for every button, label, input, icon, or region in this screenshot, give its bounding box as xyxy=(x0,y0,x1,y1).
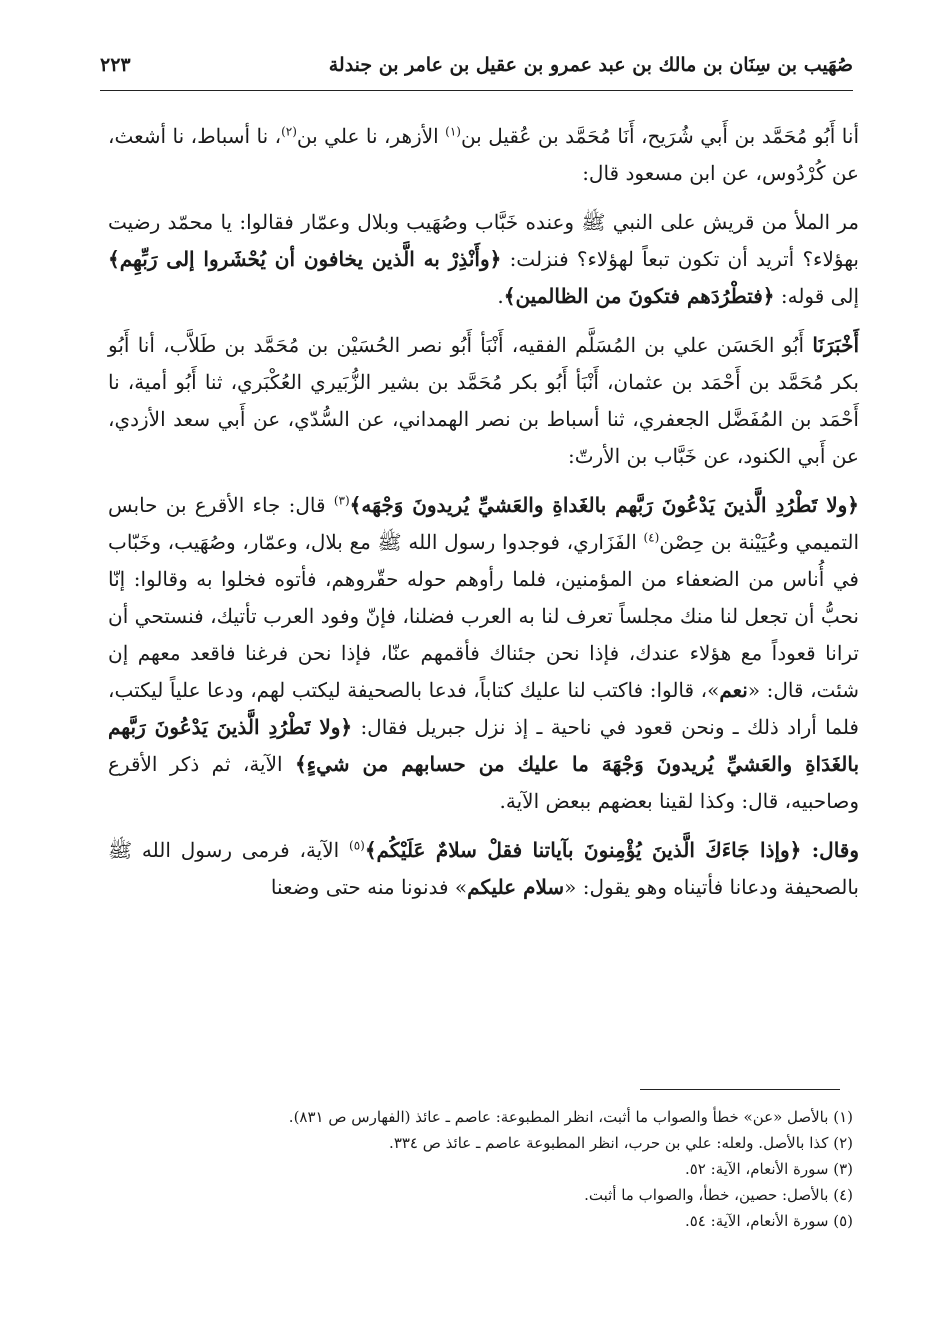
quoted-text: ﴿وأَنْذِرْ به الَّذين يخافون أن يُحْشَروا إلى رَبِّهِم﴾ xyxy=(108,247,502,271)
text-segment: أنا أَبُو مُحَمَّد بن أَبي شُرَيح، أَنَا مُحَمَّد بن عُقيل بن xyxy=(460,124,859,148)
footnote-number: (١) xyxy=(833,1108,853,1126)
footnote-text: سورة الأنعام، الآية: ٥٢. xyxy=(684,1160,829,1178)
footnote-item xyxy=(120,1182,853,1208)
footnote-item xyxy=(120,1130,853,1156)
text-segment: »، قالوا: فاكتب لنا عليك كتاباً، فدعا بالصحيفة ليكتب لهم، ودعا علياً ليكتب، فلما أراد ذلك ـ ونحن قعود في ناحية ـ إذ نزل جبريل فقال: xyxy=(108,678,859,739)
quoted-text: سلام عليكم xyxy=(467,875,565,899)
quoted-text: أَخْبَرَنَا xyxy=(812,333,859,357)
quoted-text: نعم xyxy=(719,678,748,702)
text-segment: الآية، فرمى رسول الله ﷺ بالصحيفة ودعانا فأتيناه وهو يقول: « xyxy=(108,838,859,899)
quoted-text: ﴿ولا تَطْرُدِ الَّذينَ يَدْعُونَ رَبَّهم بالغَدَاةِ والعَشيِّ يُريدونَ وَجْهَهَ ما عليك من حسابهم من شيءٍ﴾ xyxy=(108,715,860,776)
text-segment: أَبُو الحَسَن علي بن المُسَلَّم الفقيه، أَنْبَأ أَبُو نصر الحُسَيْن بن مُحَمَّد بن طَلاَّب، أنا أَبُو بكر مُحَمَّد بن أَحْمَد بن عثمان، أَنْبَأ أَبُو بكر مُحَمَّد بن بشير الزُّبَيري العُكْبَري، ثنا أَبُو أمية، نا أَحْمَد بن المُفَضَّل الجعفري، ثنا أسباط بن نصر الهمداني، عن السُّدّي، عن أَبي سعد الأزدي، عن أَبي الكنود، عن خَبَّاب بن الأرتّ: xyxy=(108,333,859,468)
footnote-text: بالأصل: حصين، خطأ، والصواب ما أثبت. xyxy=(584,1186,829,1204)
header-title: صُهَيب بن سِنَان بن مالك بن عبد عمرو بن عقيل بن عامر بن جندلة xyxy=(328,54,853,76)
footnotes xyxy=(120,1104,853,1234)
footnote-marker: (٥) xyxy=(349,838,365,853)
footnote-text: سورة الأنعام، الآية: ٥٤. xyxy=(684,1212,829,1230)
text-segment: إلى قوله: xyxy=(774,284,859,308)
text-segment: الأزهر، نا علي بن xyxy=(296,124,446,148)
text-segment: » فدنونا منه حتى وضعنا xyxy=(270,875,468,899)
footnote-marker: (١) xyxy=(445,124,461,139)
text-segment: مر الملأ من قريش على النبي ﷺ وعنده خَبَّاب وصُهَيب وبلال وعمّار فقالوا: يا محمّد رضيت بهؤلاء؟ أتريد أن تكون تبعاً لهؤلاء؟ فنزلت: xyxy=(108,210,859,271)
footnote-item xyxy=(120,1208,853,1234)
footnote-text: بالأصل «عن» خطأ والصواب ما أثبت، انظر المطبوعة: عاصم ـ عائذ (الفهارس ص ٨٣١). xyxy=(288,1108,829,1126)
footnote-text: كذا بالأصل. ولعله: علي بن حرب، انظر المطبوعة عاصم ـ عائذ ص ٣٣٤. xyxy=(389,1134,829,1152)
text-segment: الفَزَاري، فوجدوا رسول الله ﷺ مع بلال، وعمّار، وصُهَيب، وخَبّاب في أُناس من الضعفاء من المؤمنين، فلما رأوهم حوله حقّروهم، فأتوه فخلوا به وقالوا: إنّا نحبُّ أن تجعل لنا منك مجلساً تعرف لنا به العرب فضلنا، فإنّ وفود العرب تأتيك، فنستحي أن ترانا قعوداً مع هؤلاء عندك، فإذا نحن جئناك فأقمهم عنّا، فإذا نحن فرغنا فاقعد معهم إن شئت، قال: « xyxy=(108,530,859,702)
footnote-marker: (٤) xyxy=(643,530,660,545)
footnote-number: (٣) xyxy=(833,1160,853,1178)
text-segment: قال: جاء الأقرع بن حابس التميمي وعُيَيْنة بن حِصْن xyxy=(108,493,860,554)
quoted-text: ﴿ولا تَطْرُدِ الَّذينَ يَدْعُونَ رَبَّهم بالغَداةِ والعَشيِّ يُريدونَ وَجْهَه﴾ xyxy=(349,493,859,517)
paragraph xyxy=(108,487,859,820)
footnote-marker: (٣) xyxy=(333,493,350,508)
main-text xyxy=(108,118,859,906)
paragraph xyxy=(108,118,859,192)
text-segment: ، نا أسباط، نا أشعث، عن كُرْدُوس، عن ابن مسعود قال: xyxy=(108,124,859,185)
footnote-marker: (٢) xyxy=(281,124,297,139)
running-header xyxy=(100,44,853,91)
footnote-number: (٥) xyxy=(833,1212,853,1230)
text-segment: الآية، ثم ذكر الأقرع وصاحبيه، قال: وكذا لقينا بعضهم ببعض الآية. xyxy=(108,752,859,813)
paragraph xyxy=(108,327,859,475)
text-segment: . xyxy=(497,284,504,308)
quoted-text: وقال: ﴿وإذا جَاءَكَ الَّذينَ يُؤْمِنونَ بآياتنا فقلْ سلامٌ عَلَيْكُم﴾ xyxy=(364,838,860,862)
footnote-item xyxy=(120,1156,853,1182)
paragraph xyxy=(108,832,859,906)
quoted-text: ﴿فتطْرُدَهم فتكونَ من الظالمين﴾ xyxy=(503,284,775,308)
footnote-item xyxy=(120,1104,853,1130)
page-number: ٢٢٣ xyxy=(100,54,131,76)
footnote-number: (٤) xyxy=(833,1186,853,1204)
paragraph xyxy=(108,204,859,315)
footnote-divider xyxy=(640,1089,840,1090)
footnote-number: (٢) xyxy=(833,1134,853,1152)
